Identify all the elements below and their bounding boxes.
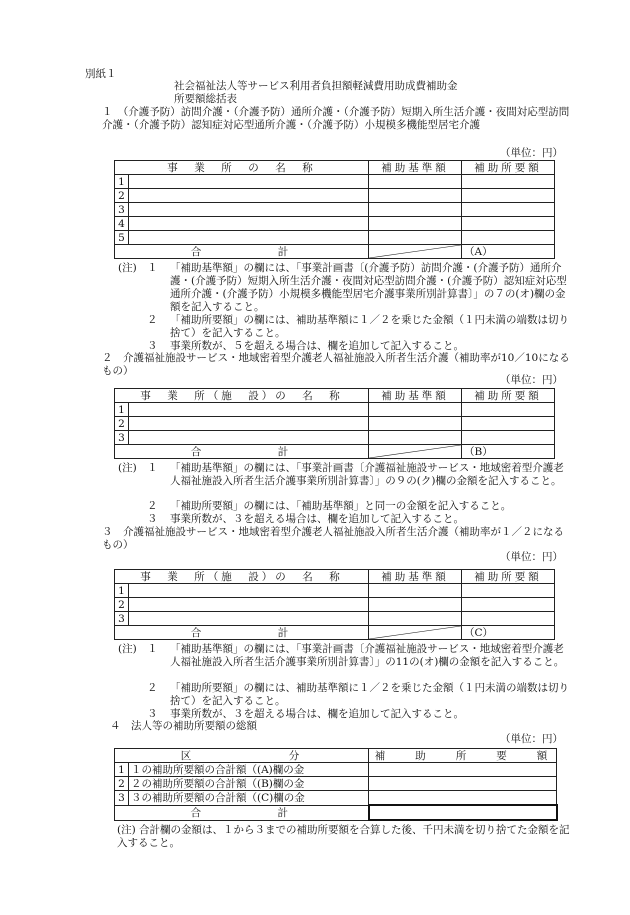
section-2-heading: ２ 介護福祉施設サービス・地域密着型介護老人福祉施設入所者生活介護（補助率が10／10になるもの） bbox=[102, 352, 570, 377]
table-row: 2 bbox=[115, 189, 555, 203]
diagonal-cell bbox=[369, 245, 462, 259]
col-header-name: 事 業 所（施 設）の 名 称 bbox=[115, 389, 369, 403]
standard-cell[interactable] bbox=[369, 203, 462, 217]
table-row: 1 bbox=[115, 584, 555, 598]
total-row bbox=[115, 626, 555, 640]
total-mark-cell[interactable] bbox=[462, 626, 555, 640]
name-cell[interactable] bbox=[129, 217, 369, 231]
table-row: 1 bbox=[115, 175, 555, 189]
standard-cell[interactable] bbox=[369, 231, 462, 245]
total-mark-cell[interactable] bbox=[462, 445, 555, 459]
required-cell[interactable] bbox=[462, 584, 555, 598]
required-cell[interactable] bbox=[462, 598, 555, 612]
total-label: 合 計 bbox=[115, 245, 369, 259]
col-header-standard: 補助基準額 bbox=[369, 389, 462, 403]
name-cell[interactable] bbox=[129, 189, 369, 203]
note-1-3-text: 事業所数が、５を超える場合は、欄を追加して記入すること。 bbox=[170, 340, 464, 352]
table-row: 5 bbox=[115, 231, 555, 245]
required-cell[interactable] bbox=[369, 777, 557, 791]
table-row: 2 ２の補助所要額の合計額（(B)欄の金 bbox=[115, 777, 557, 791]
name-cell[interactable] bbox=[129, 231, 369, 245]
table-row: 1 １の補助所要額の合計額（(A)欄の金 bbox=[115, 763, 557, 777]
standard-cell[interactable] bbox=[369, 612, 462, 626]
note-3-3-text: 事業所数が、３を超える場合は、欄を追加して記入すること。 bbox=[170, 708, 464, 720]
standard-cell[interactable] bbox=[369, 598, 462, 612]
standard-cell[interactable] bbox=[369, 217, 462, 231]
note-2-2-text: 「補助所要額」の欄には、「補助基準額」と同一の金額を記入すること。 bbox=[170, 500, 512, 512]
table-section-1 bbox=[114, 160, 555, 259]
standard-cell[interactable] bbox=[369, 189, 462, 203]
table-row: 2 bbox=[115, 598, 555, 612]
unit-label-2: （単位：円） bbox=[500, 374, 563, 386]
col-header-division: 区 分 bbox=[115, 749, 369, 763]
note-1-2-num: ２ bbox=[147, 314, 158, 326]
col-header-required: 補助所要額 bbox=[462, 161, 555, 175]
note-3-2-text: 「補助所要額」の欄には、補助基準額に１／２を乗じた金額（１円未満の端数は切り捨て）を記入すること。 bbox=[170, 682, 569, 707]
total-mark: （A） bbox=[464, 245, 493, 258]
grand-total-cell[interactable] bbox=[369, 805, 557, 820]
diagonal-cell bbox=[369, 626, 462, 640]
standard-cell[interactable] bbox=[369, 584, 462, 598]
note-1-3-num: ３ bbox=[147, 340, 158, 352]
col-header-name: 事 業 所（施 設）の 名 称 bbox=[115, 570, 369, 584]
note-1-1-num: (注) １ bbox=[118, 262, 158, 274]
name-cell[interactable] bbox=[129, 431, 369, 445]
total-label: 合 計 bbox=[115, 626, 369, 640]
table-row: 2 bbox=[115, 417, 555, 431]
table-row: 4 bbox=[115, 217, 555, 231]
standard-cell[interactable] bbox=[369, 175, 462, 189]
row-label: ２の補助所要額の合計額（(B)欄の金 bbox=[129, 777, 369, 791]
col-header-required: 補助所要額 bbox=[462, 389, 555, 403]
table-section-3 bbox=[114, 569, 555, 640]
required-cell[interactable] bbox=[462, 217, 555, 231]
required-cell[interactable] bbox=[462, 403, 555, 417]
total-row bbox=[115, 245, 555, 259]
col-header-required: 補助所要額 bbox=[462, 570, 555, 584]
table-section-2 bbox=[114, 388, 555, 459]
unit-label-1: （単位：円） bbox=[500, 147, 563, 159]
section-3-heading: ３ 介護福祉施設サービス・地域密着型介護老人福祉施設入所者生活介護（補助率が１／２になるもの） bbox=[102, 526, 564, 551]
diagonal-cell bbox=[369, 445, 462, 459]
document-title: 社会福祉法人等サービス利用者負担額軽減費用助成費補助金 bbox=[174, 80, 458, 92]
col-header-standard: 補助基準額 bbox=[369, 570, 462, 584]
total-label: 合 計 bbox=[115, 445, 369, 459]
note-2-1-num: (注) １ bbox=[118, 462, 158, 474]
document-subtitle: 所要額総括表 bbox=[174, 93, 237, 105]
table-row: 3 bbox=[115, 612, 555, 626]
total-mark: （C） bbox=[464, 626, 494, 639]
required-cell[interactable] bbox=[462, 189, 555, 203]
table-row: 3 bbox=[115, 431, 555, 445]
required-cell[interactable] bbox=[462, 417, 555, 431]
total-mark: （B） bbox=[464, 445, 493, 458]
row-label: ３の補助所要額の合計額（(C)欄の金 bbox=[129, 791, 369, 806]
required-cell[interactable] bbox=[462, 431, 555, 445]
note-3-2-num: ２ bbox=[147, 682, 158, 694]
name-cell[interactable] bbox=[129, 203, 369, 217]
name-cell[interactable] bbox=[129, 584, 369, 598]
unit-label-3: （単位：円） bbox=[500, 551, 563, 563]
note-2-2-num: ２ bbox=[147, 500, 158, 512]
table-row: 3 ３の補助所要額の合計額（(C)欄の金 bbox=[115, 791, 557, 806]
required-cell[interactable] bbox=[462, 175, 555, 189]
standard-cell[interactable] bbox=[369, 403, 462, 417]
col-header-name: 事 業 所 の 名 称 bbox=[115, 161, 369, 175]
total-mark-cell[interactable] bbox=[462, 245, 555, 259]
required-cell[interactable] bbox=[462, 612, 555, 626]
name-cell[interactable] bbox=[129, 417, 369, 431]
table-row: 1 bbox=[115, 403, 555, 417]
table-section-4 bbox=[114, 748, 558, 821]
note-3-1-num: (注) １ bbox=[118, 643, 158, 655]
name-cell[interactable] bbox=[129, 598, 369, 612]
required-cell[interactable] bbox=[369, 763, 557, 777]
unit-label-4: （単位：円） bbox=[500, 733, 563, 745]
attachment-label: 別紙１ bbox=[85, 68, 117, 80]
section-4-note: (注) 合計欄の金額は、１から３までの補助所要額を合算した後、千円未満を切り捨てた金額を記入すること。 bbox=[117, 824, 570, 849]
section-4-heading: ４ 法人等の補助所要額の総額 bbox=[110, 720, 257, 732]
required-cell[interactable] bbox=[369, 791, 557, 806]
note-2-1-text: 「補助基準額」の欄には、「事業計画書〔介護福祉施設サービス・地域密着型介護老人福祉施設入所者生活介護事業所別計算書〕」の９の(ク)欄の金額を記入すること。 bbox=[170, 462, 564, 487]
name-cell[interactable] bbox=[129, 175, 369, 189]
note-2-3-num: ３ bbox=[147, 513, 158, 525]
total-label: 合 計 bbox=[115, 805, 369, 820]
col-header-standard: 補助基準額 bbox=[369, 161, 462, 175]
row-label: １の補助所要額の合計額（(A)欄の金 bbox=[129, 763, 369, 777]
note-3-3-num: ３ bbox=[147, 708, 158, 720]
col-header-required: 補 助 所 要 額 bbox=[369, 749, 557, 763]
note-1-2-text: 「補助所要額」の欄には、補助基準額に１／２を乗じた金額（１円未満の端数は切り捨て）を記入すること。 bbox=[170, 314, 569, 339]
total-row bbox=[115, 445, 555, 459]
section-1-heading: １ （介護予防）訪問介護・（介護予防）通所介護・（介護予防）短期入所生活介護・夜間対応型訪問介護・（介護予防）認知症対応型通所介護・（介護予防）小規模多機能型居宅介護 bbox=[102, 106, 570, 131]
note-1-1-text: 「補助基準額」の欄には、「事業計画書〔(介護予防）訪問介護・(介護予防）通所介護・(介護予防）短期入所生活介護・夜間対応型訪問介護・(介護予防）認知症対応型通所介護・(介護予防）小規模多機能型居宅介護事業所別計算書〕」の７の(オ)欄の金額を記入すること。 bbox=[170, 262, 567, 313]
table-row: 3 bbox=[115, 203, 555, 217]
required-cell[interactable] bbox=[462, 231, 555, 245]
name-cell[interactable] bbox=[129, 403, 369, 417]
standard-cell[interactable] bbox=[369, 431, 462, 445]
note-3-1-text: 「補助基準額」の欄には、「事業計画書〔介護福祉施設サービス・地域密着型介護老人福祉施設入所者生活介護事業所別計算書〕」の11の(オ)欄の金額を記入すること。 bbox=[170, 643, 565, 668]
required-cell[interactable] bbox=[462, 203, 555, 217]
standard-cell[interactable] bbox=[369, 417, 462, 431]
note-2-3-text: 事業所数が、３を超える場合は、欄を追加して記入すること。 bbox=[170, 513, 464, 525]
total-row bbox=[115, 805, 557, 820]
name-cell[interactable] bbox=[129, 612, 369, 626]
